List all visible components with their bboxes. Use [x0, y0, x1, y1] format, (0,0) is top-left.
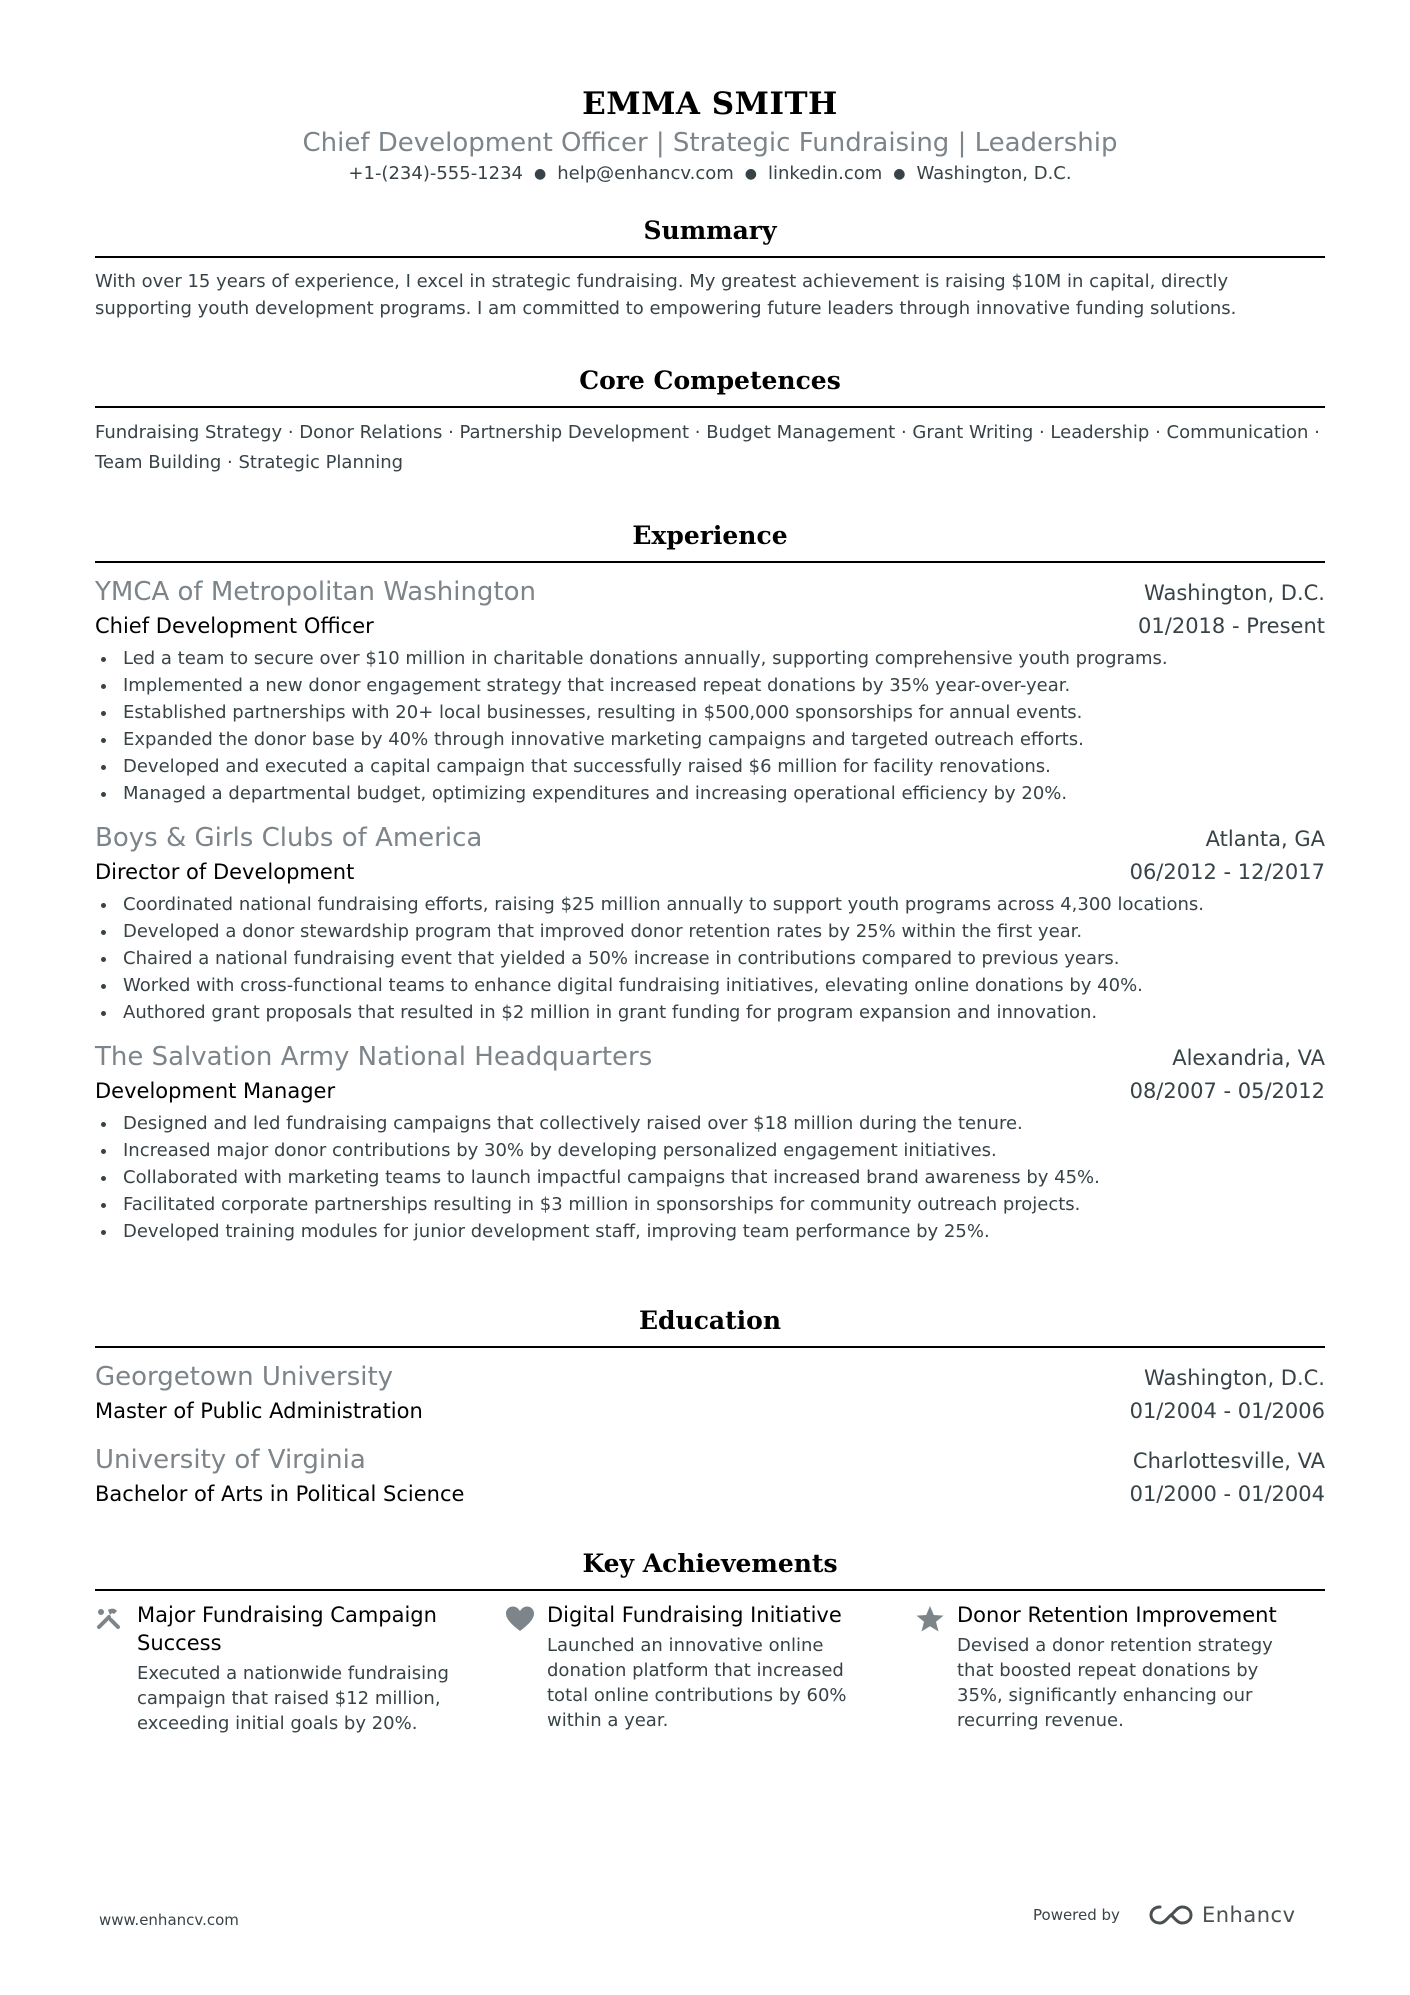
education-dates: 01/2000 - 01/2004	[1129, 1482, 1325, 1506]
achievements-heading: Key Achievements	[95, 1547, 1325, 1591]
education-section	[95, 1304, 1325, 1510]
job-role: Chief Development Officer	[95, 614, 374, 638]
list-item: Facilitated corporate partnerships resulting in $3 million in sponsorships for community outreach projects.	[95, 1191, 1325, 1218]
enhancv-logo[interactable]	[1148, 1903, 1296, 1927]
list-item: Authored grant proposals that resulted in $2 million in grant funding for program expansion and innovation.	[95, 999, 1325, 1026]
summary-heading: Summary	[95, 214, 1325, 258]
degree-name: Master of Public Administration	[95, 1399, 423, 1423]
experience-heading: Experience	[95, 519, 1325, 563]
school-name: University of Virginia	[95, 1445, 366, 1475]
list-item: Developed training modules for junior development staff, improving team performance by 25%.	[95, 1218, 1325, 1245]
competences-list: Fundraising Strategy · Donor Relations · Partnership Development · Budget Management · Grant Writing · Leadership · Communication · Team Building · Strategic Planning	[95, 422, 1320, 473]
list-item: Developed and executed a capital campaign that successfully raised $6 million for facility renovations.	[95, 753, 1325, 780]
school-location: Charlottesville, VA	[1132, 1449, 1325, 1473]
list-item: Expanded the donor base by 40% through innovative marketing campaigns and targeted outreach efforts.	[95, 726, 1325, 753]
school-location: Washington, D.C.	[1144, 1366, 1325, 1390]
achievements-grid	[95, 1601, 1325, 1736]
education-dates: 01/2004 - 01/2006	[1129, 1399, 1325, 1423]
education-entry	[95, 1443, 1325, 1510]
list-item: Collaborated with marketing teams to launch impactful campaigns that increased brand awareness by 45%.	[95, 1164, 1325, 1191]
job-dates: 01/2018 - Present	[1138, 614, 1325, 638]
achievement-title: Digital Fundraising Initiative	[547, 1603, 842, 1627]
degree-name: Bachelor of Arts in Political Science	[95, 1482, 465, 1506]
job-dates: 06/2012 - 12/2017	[1129, 860, 1325, 884]
experience-entry	[95, 821, 1325, 1026]
bullet-separator: ●	[534, 166, 547, 182]
footer-branding	[1033, 1903, 1296, 1927]
resume-header	[95, 0, 1325, 187]
list-item: Increased major donor contributions by 30% by developing personalized engagement initiatives.	[95, 1137, 1325, 1164]
list-item: Implemented a new donor engagement strategy that increased repeat donations by 35% year-over-year.	[95, 672, 1325, 699]
job-dates: 08/2007 - 05/2012	[1129, 1079, 1325, 1103]
candidate-name: EMMA SMITH	[582, 86, 838, 122]
heart-icon	[505, 1601, 547, 1736]
achievement-item	[915, 1601, 1325, 1736]
list-item: Designed and led fundraising campaigns that collectively raised over $18 million during the tenure.	[95, 1110, 1325, 1137]
job-role: Development Manager	[95, 1079, 336, 1103]
list-item: Managed a departmental budget, optimizing expenditures and increasing operational efficiency by 20%.	[95, 780, 1325, 807]
summary-text: With over 15 years of experience, I excel in strategic fundraising. My greatest achievement is raising $10M in capital, directly supporting youth development programs. I am committed to empowering future leaders through innovative funding solutions.	[95, 271, 1237, 319]
achievement-description: Launched an innovative online donation platform that increased total online contributions by 60% within a year.	[547, 1635, 847, 1731]
star-icon	[915, 1601, 957, 1736]
experience-entry	[95, 1040, 1325, 1245]
company-name: YMCA of Metropolitan Washington	[95, 577, 537, 607]
footer-website[interactable]: www.enhancv.com	[99, 1911, 239, 1929]
education-entry	[95, 1360, 1325, 1427]
competences-heading: Core Competences	[95, 364, 1325, 408]
brand-name: Enhancv	[1201, 1903, 1296, 1927]
contact-line	[95, 162, 1325, 187]
achievement-item	[505, 1601, 915, 1736]
achievement-title: Donor Retention Improvement	[957, 1603, 1277, 1627]
contact-linkedin[interactable]: linkedin.com	[768, 163, 883, 184]
list-item: Led a team to secure over $10 million in charitable donations annually, supporting comprehensive youth programs.	[95, 645, 1325, 672]
achievements-section	[95, 1547, 1325, 1736]
candidate-title: Chief Development Officer | Strategic Fundraising | Leadership	[302, 128, 1118, 158]
list-item: Developed a donor stewardship program that improved donor retention rates by 25% within the first year.	[95, 918, 1325, 945]
contact-phone: +1-(234)-555-1234	[348, 163, 523, 184]
tools-icon	[95, 1601, 137, 1736]
list-item: Chaired a national fundraising event that yielded a 50% increase in contributions compared to previous years.	[95, 945, 1325, 972]
job-location: Alexandria, VA	[1172, 1046, 1325, 1070]
list-item: Coordinated national fundraising efforts, raising $25 million annually to support youth programs across 4,300 locations.	[95, 891, 1325, 918]
contact-email[interactable]: help@enhancv.com	[557, 163, 734, 184]
job-location: Atlanta, GA	[1205, 827, 1325, 851]
contact-location: Washington, D.C.	[916, 163, 1072, 184]
achievement-description: Devised a donor retention strategy that boosted repeat donations by 35%, significantly enhancing our recurring revenue.	[957, 1635, 1273, 1731]
list-item: Established partnerships with 20+ local businesses, resulting in $500,000 sponsorships for annual events.	[95, 699, 1325, 726]
job-role: Director of Development	[95, 860, 355, 884]
experience-section	[95, 519, 1325, 1245]
education-heading: Education	[95, 1304, 1325, 1348]
job-location: Washington, D.C.	[1144, 581, 1325, 605]
job-bullets	[95, 891, 1325, 1026]
bullet-separator: ●	[744, 166, 757, 182]
list-item: Worked with cross-functional teams to enhance digital fundraising initiatives, elevating online donations by 40%.	[95, 972, 1325, 999]
powered-by-label: Powered by	[1033, 1906, 1120, 1924]
enhancv-logo-icon	[1148, 1903, 1194, 1927]
company-name: The Salvation Army National Headquarters	[95, 1042, 653, 1072]
achievement-item	[95, 1601, 505, 1736]
achievement-title: Major Fundraising Campaign Success	[137, 1603, 437, 1655]
job-bullets	[95, 1110, 1325, 1245]
competences-section	[95, 364, 1325, 478]
job-bullets	[95, 645, 1325, 807]
achievement-description: Executed a nationwide fundraising campaign that raised $12 million, exceeding initial goals by 20%.	[137, 1663, 449, 1734]
experience-entry	[95, 575, 1325, 807]
company-name: Boys & Girls Clubs of America	[95, 823, 483, 853]
summary-section	[95, 214, 1325, 322]
resume-page	[95, 0, 1325, 1734]
school-name: Georgetown University	[95, 1362, 394, 1392]
bullet-separator: ●	[893, 166, 906, 182]
